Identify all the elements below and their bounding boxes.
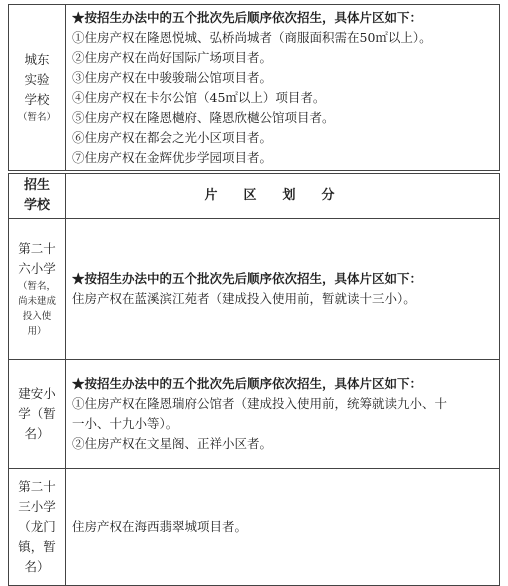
table-row xyxy=(9,5,500,171)
table-row xyxy=(9,219,500,360)
school-note: 尚未建成 xyxy=(17,296,56,307)
area-item: ②住房产权在文星阁、正祥小区者。 xyxy=(72,436,273,451)
school-name-line: 第二十 xyxy=(18,241,56,256)
area-heading: ★按招生办法中的五个批次先后顺序依次招生，具体片区如下： xyxy=(72,271,423,286)
area-cell xyxy=(66,360,500,469)
school-name-line: 镇，暂 xyxy=(18,539,56,554)
area-cell xyxy=(66,469,500,586)
school-name-line: 三小学 xyxy=(18,499,56,514)
area-cell xyxy=(66,219,500,360)
header-school-cell xyxy=(9,174,66,219)
table-header-row xyxy=(9,174,500,219)
header-school-line: 学校 xyxy=(23,198,50,213)
school-name-line: 名） xyxy=(24,426,50,441)
school-note: （暂名， xyxy=(17,281,56,292)
school-note: 投入使 xyxy=(22,311,52,322)
school-note: （暂名） xyxy=(17,112,56,123)
area-item: ⑤住房产权在隆恩樾府、隆恩欣樾公馆项目者。 xyxy=(72,109,335,125)
area-item: ①住房产权在隆恩悦城、弘桥尚城者（商服面积需在50㎡以上）。 xyxy=(72,29,432,45)
header-school-line: 招生 xyxy=(23,178,50,193)
area-item: ②住房产权在尚好国际广场项目者。 xyxy=(72,49,273,65)
school-cell xyxy=(9,469,66,586)
table-continuation xyxy=(8,4,500,171)
school-name-line: 名） xyxy=(24,559,50,574)
school-name-line: 城东 xyxy=(24,52,50,67)
area-item: ①住房产权在隆恩瑞府公馆者（建成投入使用前，统筹就读九小、十 xyxy=(72,396,448,411)
school-name-line: 实验 xyxy=(24,72,50,87)
school-note: 用） xyxy=(27,326,47,337)
area-item: ④住房产权在卡尔公馆（45㎡以上）项目者。 xyxy=(72,89,326,105)
area-heading: ★按招生办法中的五个批次先后顺序依次招生，具体片区如下： xyxy=(72,9,423,25)
district-table xyxy=(8,173,500,586)
school-cell xyxy=(9,5,66,171)
school-name-line: 学校 xyxy=(24,92,50,107)
area-item: ⑥住房产权在都会之光小区项目者。 xyxy=(72,129,273,145)
area-heading: ★按招生办法中的五个批次先后顺序依次招生，具体片区如下： xyxy=(72,376,423,391)
area-item: ⑦住房产权在金辉优步学园项目者。 xyxy=(72,149,273,165)
area-item: ③住房产权在中骏骏瑞公馆项目者。 xyxy=(72,69,273,85)
school-name-line: （龙门 xyxy=(18,519,56,534)
school-name-line: 建安小 xyxy=(18,386,56,401)
school-cell xyxy=(9,360,66,469)
table-row xyxy=(9,360,500,469)
area-item: 住房产权在蓝溪滨江苑者（建成投入使用前，暂就读十三小）。 xyxy=(72,291,416,306)
area-cell xyxy=(66,5,500,171)
area-item: 一小、十九小等）。 xyxy=(72,416,179,431)
school-cell xyxy=(9,219,66,360)
school-name-line: 学（暂 xyxy=(18,406,56,421)
school-name-line: 第二十 xyxy=(18,479,56,494)
area-item: 住房产权在海西翡翠城项目者。 xyxy=(72,519,248,534)
school-name-line: 六小学 xyxy=(18,261,56,276)
header-area-cell: 片区划分 xyxy=(66,174,500,219)
table-row xyxy=(9,469,500,586)
